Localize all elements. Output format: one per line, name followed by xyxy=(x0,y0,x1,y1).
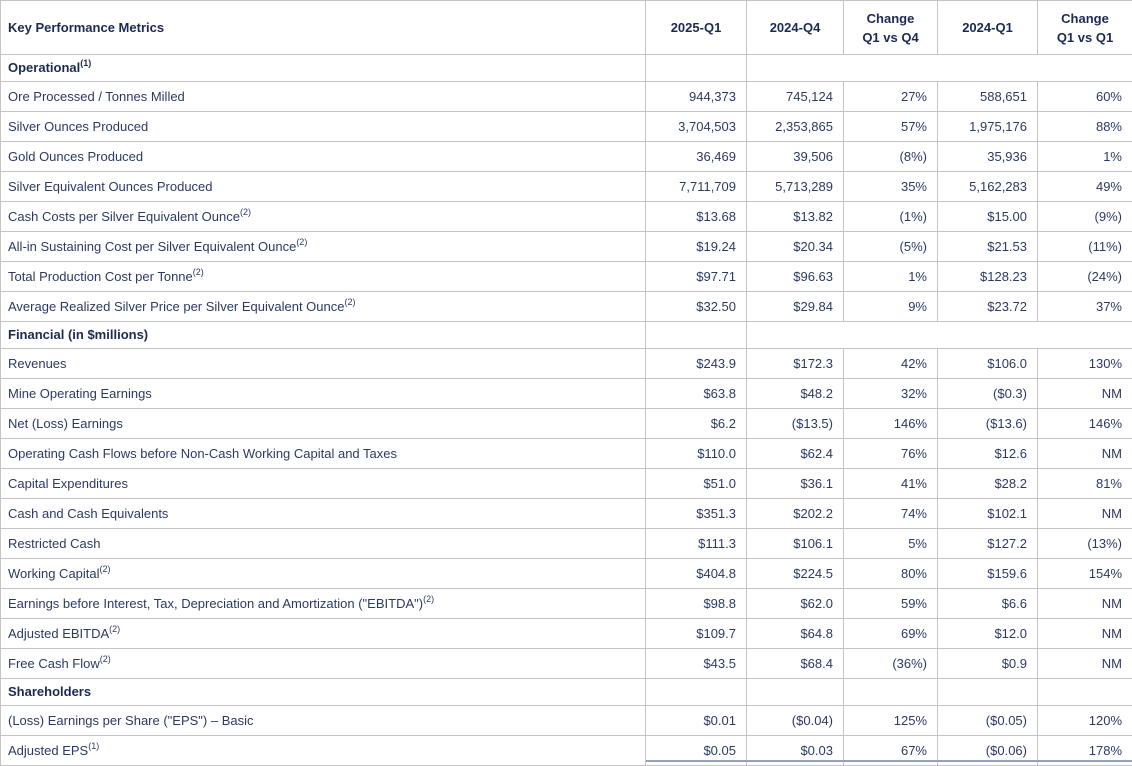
metric-value: (24%) xyxy=(1038,262,1132,292)
metric-value: 36,469 xyxy=(646,142,747,172)
metric-value: 35% xyxy=(844,172,938,202)
table-row xyxy=(1,619,1132,649)
empty-cell xyxy=(747,679,844,706)
col-header-line1: Change xyxy=(1038,9,1132,28)
metric-value: $29.84 xyxy=(747,292,844,322)
footnote-marker: (2) xyxy=(344,297,355,307)
metric-value: 76% xyxy=(844,439,938,469)
metric-value: $404.8 xyxy=(646,559,747,589)
metric-label: Operational$^{(1)}$ xyxy=(1,55,646,82)
table-row xyxy=(1,202,1132,232)
metric-value: 178% xyxy=(1038,736,1132,766)
metric-value: $13.68 xyxy=(646,202,747,232)
empty-cell xyxy=(844,679,938,706)
table-row xyxy=(1,232,1132,262)
metric-value: $106.0 xyxy=(938,349,1038,379)
metric-value: $48.2 xyxy=(747,379,844,409)
footnote-marker: (2) xyxy=(100,654,111,664)
metric-value: 41% xyxy=(844,469,938,499)
footnote-marker: (2) xyxy=(240,207,251,217)
metric-value: 125% xyxy=(844,706,938,736)
metric-label: All-in Sustaining Cost per Silver Equivalent Ounce$^{(2)}$ xyxy=(1,232,646,262)
metric-value: $28.2 xyxy=(938,469,1038,499)
table-row xyxy=(1,172,1132,202)
col-header-line2: Q1 vs Q1 xyxy=(1038,28,1132,47)
col-header-line2: Q1 vs Q4 xyxy=(844,28,937,47)
metric-value: 1,975,176 xyxy=(938,112,1038,142)
metric-value: NM xyxy=(1038,439,1132,469)
metric-value: ($13.5) xyxy=(747,409,844,439)
metric-value: $351.3 xyxy=(646,499,747,529)
table-row xyxy=(1,469,1132,499)
footnote-marker: (1) xyxy=(80,58,91,68)
metric-value: $6.6 xyxy=(938,589,1038,619)
metric-label: Working Capital$^{(2)}$ xyxy=(1,559,646,589)
metric-value: NM xyxy=(1038,589,1132,619)
metric-label: Silver Equivalent Ounces Produced xyxy=(1,172,646,202)
header-row xyxy=(1,1,1132,55)
footnote-marker: (2) xyxy=(423,594,434,604)
footnote-marker: (1) xyxy=(88,741,99,751)
table-row xyxy=(1,706,1132,736)
metric-value: $0.9 xyxy=(938,649,1038,679)
section-row xyxy=(1,55,1132,82)
section-row xyxy=(1,322,1132,349)
metric-value: 5% xyxy=(844,529,938,559)
metric-value: 60% xyxy=(1038,82,1132,112)
metric-label: Financial (in $millions) xyxy=(1,322,646,349)
metric-value: 1% xyxy=(1038,142,1132,172)
metric-value: 588,651 xyxy=(938,82,1038,112)
table-row xyxy=(1,142,1132,172)
table-row xyxy=(1,589,1132,619)
metric-value: $15.00 xyxy=(938,202,1038,232)
metric-value: 42% xyxy=(844,349,938,379)
metric-value: 39,506 xyxy=(747,142,844,172)
metric-label: Shareholders xyxy=(1,679,646,706)
col-header-change-q1-vs-q4 xyxy=(844,1,938,55)
metric-value: 67% xyxy=(844,736,938,766)
metric-value: 35,936 xyxy=(938,142,1038,172)
metric-value: 27% xyxy=(844,82,938,112)
metric-label: Capital Expenditures xyxy=(1,469,646,499)
empty-cell xyxy=(1038,679,1132,706)
metric-value: $32.50 xyxy=(646,292,747,322)
empty-cell xyxy=(646,322,747,349)
metric-value: ($0.05) xyxy=(938,706,1038,736)
empty-merged-cell xyxy=(747,55,1132,82)
metric-value: (13%) xyxy=(1038,529,1132,559)
metric-value: ($0.3) xyxy=(938,379,1038,409)
metric-value: $102.1 xyxy=(938,499,1038,529)
metric-value: ($0.06) xyxy=(938,736,1038,766)
metric-label: Gold Ounces Produced xyxy=(1,142,646,172)
metric-value: $127.2 xyxy=(938,529,1038,559)
table-row xyxy=(1,439,1132,469)
metric-value: $224.5 xyxy=(747,559,844,589)
metric-value: NM xyxy=(1038,499,1132,529)
metric-value: $13.82 xyxy=(747,202,844,232)
table-row xyxy=(1,649,1132,679)
metric-value: 120% xyxy=(1038,706,1132,736)
table-row xyxy=(1,379,1132,409)
table-body xyxy=(1,55,1132,766)
metric-value: $36.1 xyxy=(747,469,844,499)
metric-value: NM xyxy=(1038,619,1132,649)
table-row xyxy=(1,349,1132,379)
metric-value: $109.7 xyxy=(646,619,747,649)
metric-value: 49% xyxy=(1038,172,1132,202)
col-header-2024-q1: 2024-Q1 xyxy=(938,1,1038,55)
metric-label: Adjusted EPS$^{(1)}$ xyxy=(1,736,646,766)
metric-label: Mine Operating Earnings xyxy=(1,379,646,409)
metric-label: Earnings before Interest, Tax, Depreciation and Amortization ("EBITDA")$^{(2)}$ xyxy=(1,589,646,619)
metric-value: 37% xyxy=(1038,292,1132,322)
metric-value: $111.3 xyxy=(646,529,747,559)
metric-value: $68.4 xyxy=(747,649,844,679)
metric-label: Operating Cash Flows before Non-Cash Working Capital and Taxes xyxy=(1,439,646,469)
metric-value: ($0.04) xyxy=(747,706,844,736)
metric-label: Cash and Cash Equivalents xyxy=(1,499,646,529)
metric-value: $43.5 xyxy=(646,649,747,679)
table-row xyxy=(1,262,1132,292)
section-row xyxy=(1,679,1132,706)
metric-label: Free Cash Flow$^{(2)}$ xyxy=(1,649,646,679)
metric-value: 154% xyxy=(1038,559,1132,589)
metric-value: $62.4 xyxy=(747,439,844,469)
col-header-metrics: Key Performance Metrics xyxy=(1,1,646,55)
metric-value: $6.2 xyxy=(646,409,747,439)
metric-value: 3,704,503 xyxy=(646,112,747,142)
metric-value: 57% xyxy=(844,112,938,142)
metric-value: $243.9 xyxy=(646,349,747,379)
metric-label: Revenues xyxy=(1,349,646,379)
metric-value: NM xyxy=(1038,649,1132,679)
empty-cell xyxy=(646,55,747,82)
metric-label: Cash Costs per Silver Equivalent Ounce$^{(2)}$ xyxy=(1,202,646,232)
metric-value: $23.72 xyxy=(938,292,1038,322)
table-row xyxy=(1,409,1132,439)
metric-value: $106.1 xyxy=(747,529,844,559)
metric-value: (9%) xyxy=(1038,202,1132,232)
metric-value: (5%) xyxy=(844,232,938,262)
footnote-marker: (2) xyxy=(193,267,204,277)
metric-value: $20.34 xyxy=(747,232,844,262)
table-row xyxy=(1,82,1132,112)
col-header-2025-q1: 2025-Q1 xyxy=(646,1,747,55)
metric-value: 745,124 xyxy=(747,82,844,112)
metric-value: $63.8 xyxy=(646,379,747,409)
metric-value: $0.01 xyxy=(646,706,747,736)
empty-cell xyxy=(646,679,747,706)
metric-value: 74% xyxy=(844,499,938,529)
metric-value: 32% xyxy=(844,379,938,409)
metric-value: $21.53 xyxy=(938,232,1038,262)
metric-value: $51.0 xyxy=(646,469,747,499)
metric-label: Restricted Cash xyxy=(1,529,646,559)
empty-cell xyxy=(938,679,1038,706)
metric-value: $62.0 xyxy=(747,589,844,619)
metric-value: $12.6 xyxy=(938,439,1038,469)
table-row xyxy=(1,559,1132,589)
metric-value: 9% xyxy=(844,292,938,322)
metric-value: 7,711,709 xyxy=(646,172,747,202)
metric-value: 944,373 xyxy=(646,82,747,112)
metric-value: $0.05 xyxy=(646,736,747,766)
metric-value: ($13.6) xyxy=(938,409,1038,439)
metric-value: 2,353,865 xyxy=(747,112,844,142)
metric-value: $202.2 xyxy=(747,499,844,529)
metric-value: 59% xyxy=(844,589,938,619)
metric-value: $128.23 xyxy=(938,262,1038,292)
metric-value: 146% xyxy=(1038,409,1132,439)
metric-value: $172.3 xyxy=(747,349,844,379)
metric-value: 130% xyxy=(1038,349,1132,379)
col-header-2024-q4: 2024-Q4 xyxy=(747,1,844,55)
footnote-marker: (2) xyxy=(100,564,111,574)
metric-value: 88% xyxy=(1038,112,1132,142)
metric-label: (Loss) Earnings per Share ("EPS") – Basic xyxy=(1,706,646,736)
col-header-change-q1-vs-q1 xyxy=(1038,1,1132,55)
metric-value: $110.0 xyxy=(646,439,747,469)
col-header-line1: Change xyxy=(844,9,937,28)
metric-value: 5,162,283 xyxy=(938,172,1038,202)
table-row xyxy=(1,499,1132,529)
metric-value: $64.8 xyxy=(747,619,844,649)
metric-label: Total Production Cost per Tonne$^{(2)}$ xyxy=(1,262,646,292)
metric-value: $98.8 xyxy=(646,589,747,619)
table-row xyxy=(1,529,1132,559)
metric-value: 5,713,289 xyxy=(747,172,844,202)
metric-value: 146% xyxy=(844,409,938,439)
metric-value: NM xyxy=(1038,379,1132,409)
metric-value: $159.6 xyxy=(938,559,1038,589)
metric-label: Silver Ounces Produced xyxy=(1,112,646,142)
metric-value: 81% xyxy=(1038,469,1132,499)
metric-value: $12.0 xyxy=(938,619,1038,649)
metric-value: 80% xyxy=(844,559,938,589)
metric-value: $0.03 xyxy=(747,736,844,766)
empty-merged-cell xyxy=(747,322,1132,349)
metric-value: $19.24 xyxy=(646,232,747,262)
metric-value: 1% xyxy=(844,262,938,292)
metric-label: Net (Loss) Earnings xyxy=(1,409,646,439)
table-row xyxy=(1,292,1132,322)
metric-label: Ore Processed / Tonnes Milled xyxy=(1,82,646,112)
metric-value: $97.71 xyxy=(646,262,747,292)
table-row xyxy=(1,112,1132,142)
metric-label: Adjusted EBITDA$^{(2)}$ xyxy=(1,619,646,649)
metric-value: (36%) xyxy=(844,649,938,679)
metric-value: (8%) xyxy=(844,142,938,172)
metric-value: (1%) xyxy=(844,202,938,232)
metric-label: Average Realized Silver Price per Silver Equivalent Ounce$^{(2)}$ xyxy=(1,292,646,322)
metric-value: (11%) xyxy=(1038,232,1132,262)
footnote-marker: (2) xyxy=(296,237,307,247)
footnote-marker: (2) xyxy=(109,624,120,634)
metric-value: $96.63 xyxy=(747,262,844,292)
metric-value: 69% xyxy=(844,619,938,649)
